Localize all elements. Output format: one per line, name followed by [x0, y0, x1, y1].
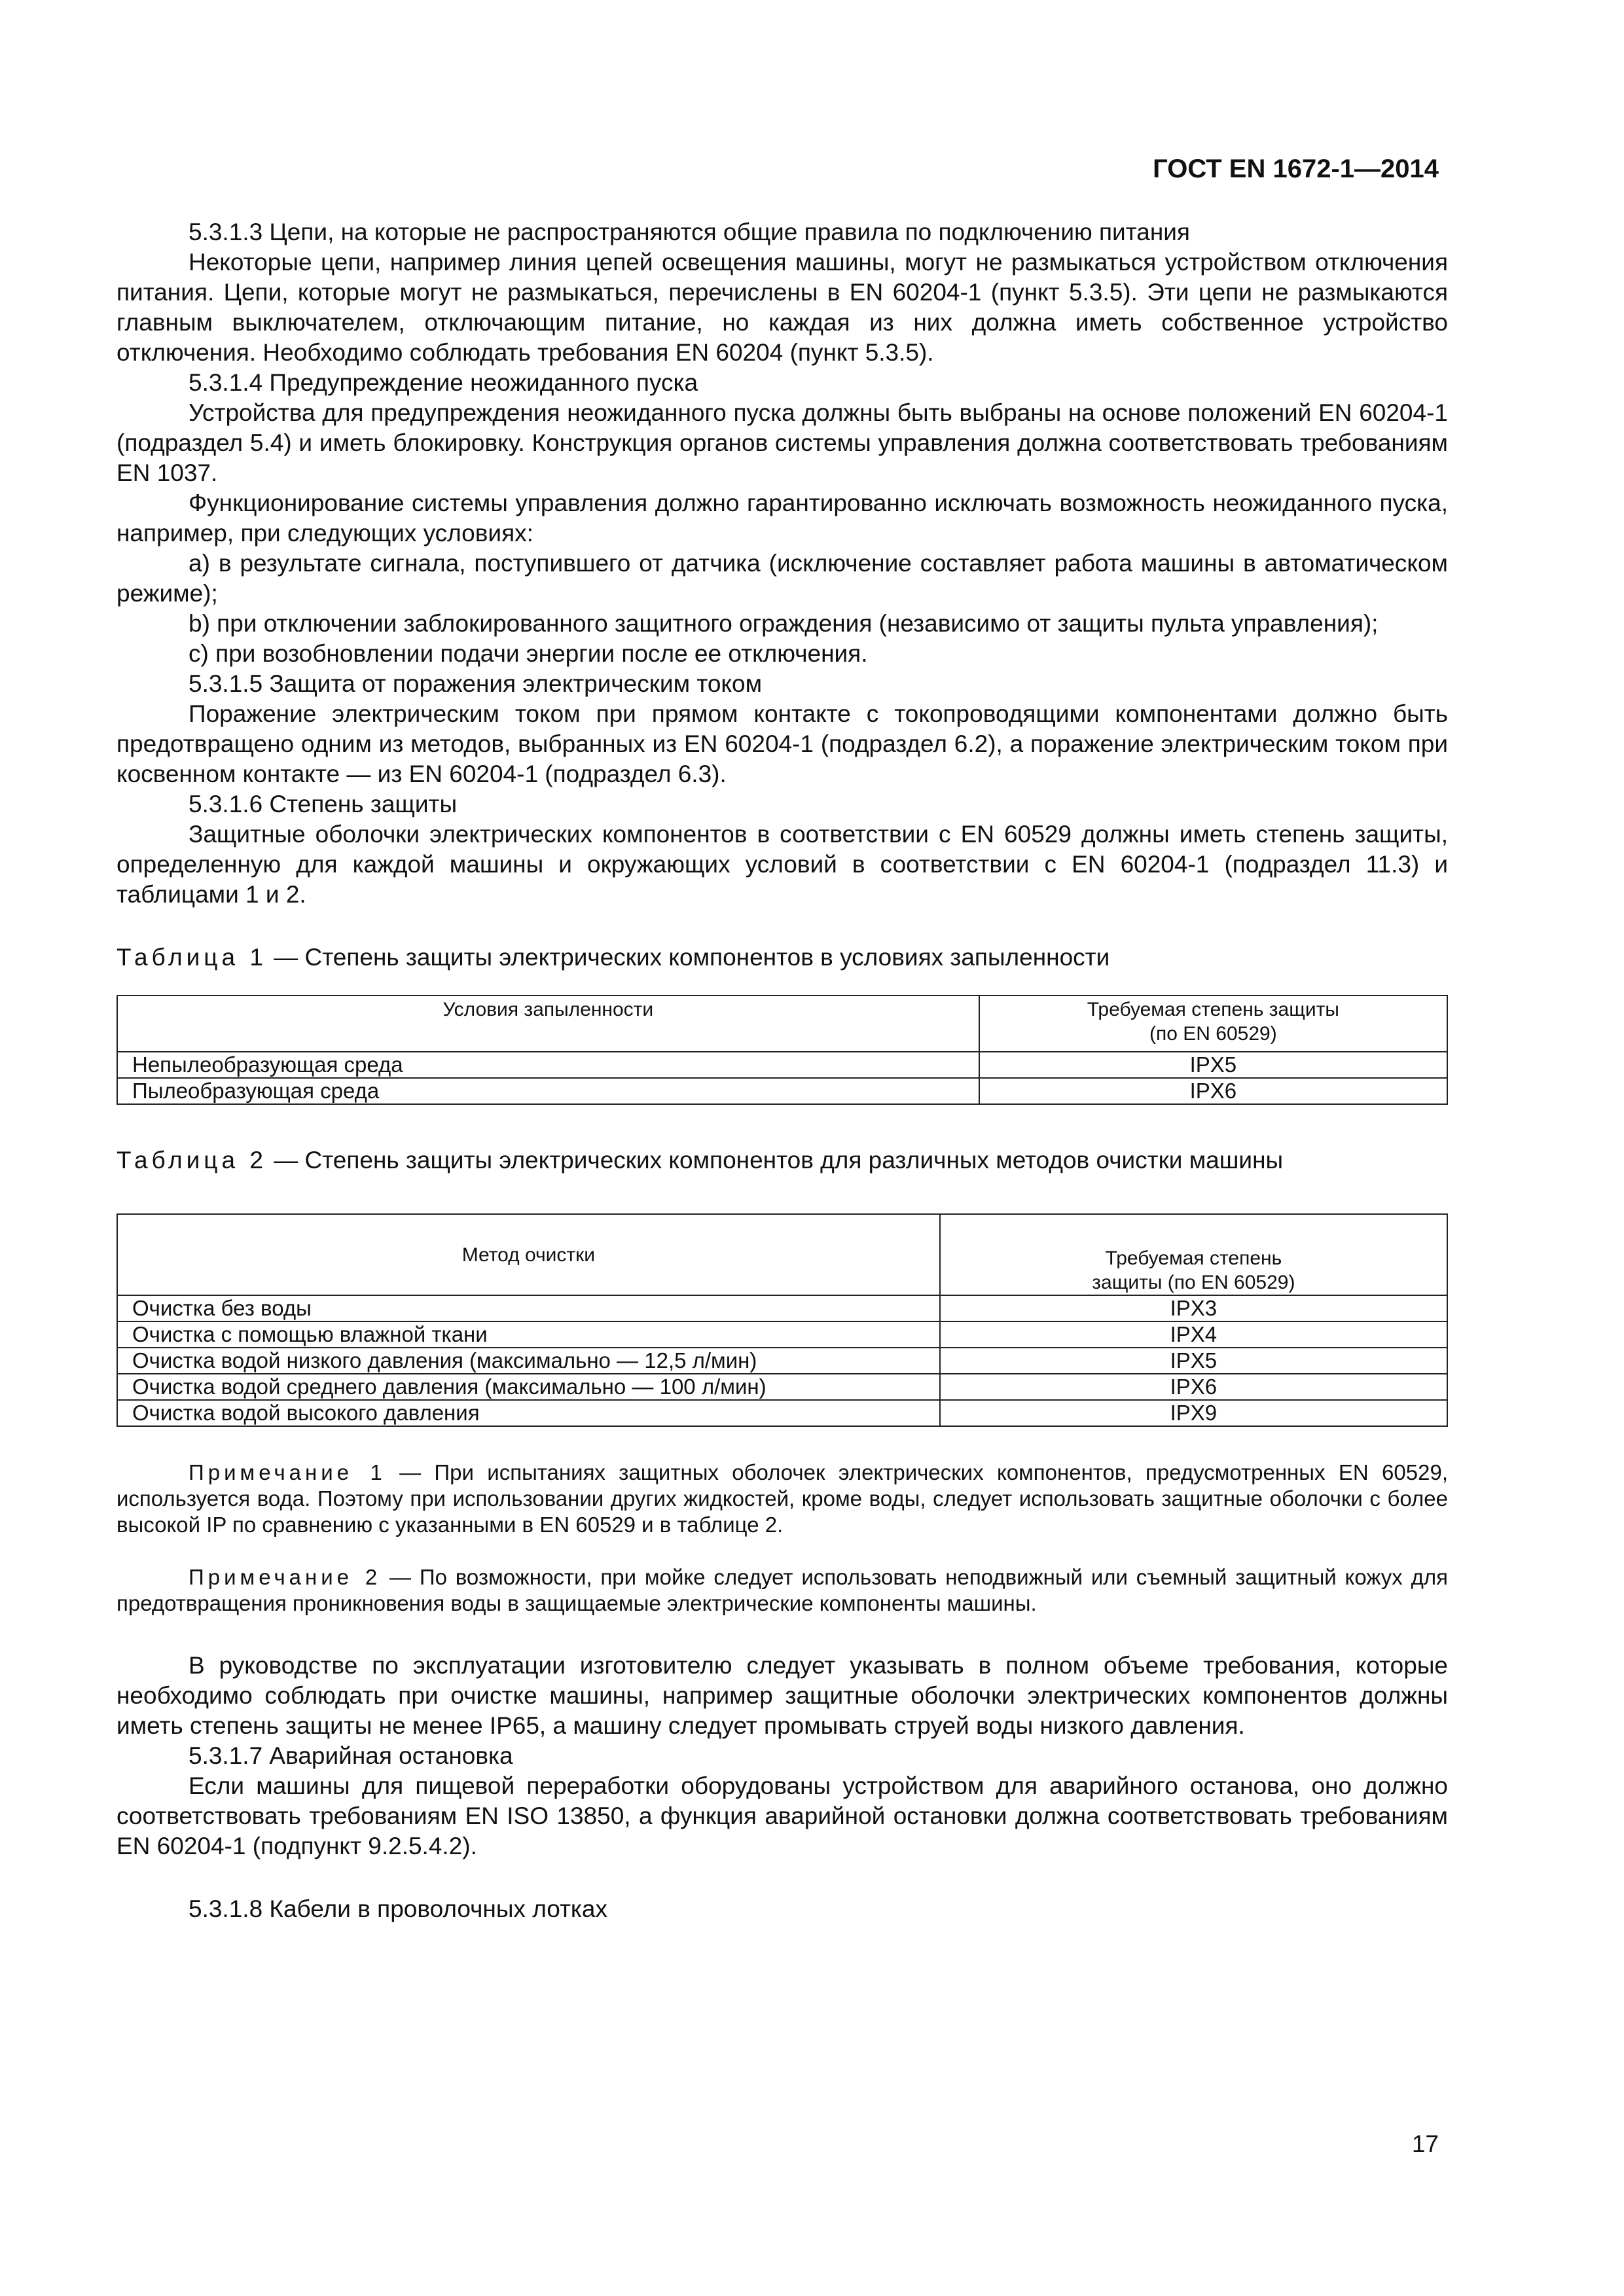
table1-header-protection: Требуемая степень защиты (по EN 60529)	[979, 996, 1447, 1052]
list-item-a: a) в результате сигнала, поступившего от датчика (исключение составляет работа машины в автоматическом режиме);	[117, 550, 1448, 607]
note-1	[117, 1460, 1448, 1538]
section-heading-5-3-1-8: 5.3.1.8 Кабели в проволочных лотках	[189, 1895, 608, 1922]
table2-header-protection: Требуемая степень защиты (по EN 60529)	[940, 1214, 1447, 1295]
table-cell: Очистка водой высокого давления	[117, 1400, 940, 1426]
table1	[117, 995, 1448, 1105]
list-item-c: c) при возобновлении подачи энергии после ее отключения.	[189, 640, 868, 667]
paragraph: Устройства для предупреждения неожиданного пуска должны быть выбраны на основе положений EN 60204-1 (подраздел 5.4) и иметь блокировку. Конструкция органов системы управления должна соответствовать требованиям EN 1037.	[117, 399, 1448, 486]
table-cell: Очистка без воды	[117, 1295, 940, 1321]
table2-caption	[117, 1145, 1448, 1175]
table1-caption-text: — Степень защиты электрических компонентов в условиях запыленности	[266, 944, 1110, 971]
table-cell: IPX6	[940, 1374, 1447, 1400]
paragraph: Функционирование системы управления должно гарантированно исключать возможность неожиданного пуска, например, при следующих условиях:	[117, 490, 1448, 547]
table-row	[117, 1374, 1447, 1400]
note-2	[117, 1564, 1448, 1617]
table-cell: IPX6	[979, 1078, 1447, 1104]
table-row	[117, 1078, 1447, 1104]
section-heading-5-3-1-4: 5.3.1.4 Предупреждение неожиданного пуска	[189, 369, 698, 396]
table-row	[117, 1400, 1447, 1426]
table1-header-condition: Условия запыленности	[117, 996, 979, 1052]
section-heading-5-3-1-5: 5.3.1.5 Защита от поражения электрическим током	[189, 670, 763, 697]
section-heading-5-3-1-7: 5.3.1.7 Аварийная остановка	[189, 1742, 513, 1769]
table-cell: IPX3	[940, 1295, 1447, 1321]
table-row	[117, 1052, 1447, 1078]
table-row	[117, 1321, 1447, 1348]
paragraph: Поражение электрическим током при прямом контакте с токопроводящими компонентами должно быть предотвращено одним из методов, выбранных из EN 60204-1 (подраздел 6.2), а поражение электрическим током при косвенном контакте — из EN 60204-1 (подраздел 6.3).	[117, 700, 1448, 787]
table-cell: Непылеобразующая среда	[117, 1052, 979, 1078]
table1-caption	[117, 942, 1448, 973]
table2	[117, 1213, 1448, 1427]
table-cell: IPX4	[940, 1321, 1447, 1348]
paragraph: Некоторые цепи, например линия цепей освещения машины, могут не размыкаться устройством отключения питания. Цепи, которые могут не размыкаться, перечислены в EN 60204-1 (пункт 5.3.5). Эти цепи не размыкаются главным выключателем, отключающим питание, но каждая из них должна иметь собственное устройство отключения. Необходимо соблюдать требования EN 60204 (пункт 5.3.5).	[117, 249, 1448, 366]
section-heading-5-3-1-3: 5.3.1.3 Цепи, на которые не распространяются общие правила по подключению питания	[189, 219, 1190, 245]
note-2-text: — По возможности, при мойке следует использовать неподвижный или съемный защитный кожух для предотвращения проникновения воды в защищаемые электрические компоненты машины.	[117, 1565, 1449, 1615]
paragraph: В руководстве по эксплуатации изготовителю следует указывать в полном объеме требования, которые необходимо соблюдать при очистке машины, например защитные оболочки электрических компонентов должны иметь степень защиты не менее IP65, а машину следует промывать струей воды низкого давления.	[117, 1652, 1448, 1739]
table-cell: IPX9	[940, 1400, 1447, 1426]
table-cell: IPX5	[979, 1052, 1447, 1078]
table-header-row	[117, 996, 1447, 1052]
table-row	[117, 1295, 1447, 1321]
table-cell: Пылеобразующая среда	[117, 1078, 979, 1104]
table-cell: Очистка водой низкого давления (максимально — 12,5 л/мин)	[117, 1348, 940, 1374]
note-1-label: Примечание 1	[189, 1460, 386, 1484]
table2-header-method: Метод очистки	[117, 1214, 940, 1295]
page-content	[117, 217, 1468, 1924]
document-code: ГОСТ EN 1672-1—2014	[1153, 154, 1439, 183]
table2-caption-text: — Степень защиты электрических компонентов для различных методов очистки машины	[266, 1147, 1284, 1174]
table-cell: Очистка с помощью влажной ткани	[117, 1321, 940, 1348]
table-header-row	[117, 1214, 1447, 1295]
paragraph: Защитные оболочки электрических компонентов в соответствии с EN 60529 должны иметь степень защиты, определенную для каждой машины и окружающих условий в соответствии с EN 60204-1 (подраздел 11.3) и таблицами 1 и 2.	[117, 821, 1448, 908]
section-heading-5-3-1-6: 5.3.1.6 Степень защиты	[189, 791, 458, 817]
table-cell: IPX5	[940, 1348, 1447, 1374]
table-cell: Очистка водой среднего давления (максимально — 100 л/мин)	[117, 1374, 940, 1400]
note-1-text: — При испытаниях защитных оболочек электрических компонентов, предусмотренных EN 60529, используется вода. Поэтому при использовании других жидкостей, кроме воды, следует использовать защитные оболочки с более высокой IP по сравнению с указанными в EN 60529 и в таблице 2.	[117, 1460, 1448, 1537]
note-2-label: Примечание 2	[189, 1565, 382, 1589]
paragraph: Если машины для пищевой переработки оборудованы устройством для аварийного останова, оно должно соответствовать требованиям EN ISO 13850, а функция аварийной остановки должна соответствовать требованиям EN 60204-1 (подпункт 9.2.5.4.2).	[117, 1772, 1468, 1859]
table-row	[117, 1348, 1447, 1374]
list-item-b: b) при отключении заблокированного защитного ограждения (независимо от защиты пульта управления);	[189, 610, 1379, 637]
page-number: 17	[1411, 2130, 1439, 2157]
table2-caption-label: Таблица 2	[117, 1147, 267, 1174]
table1-caption-label: Таблица 1	[117, 944, 267, 971]
